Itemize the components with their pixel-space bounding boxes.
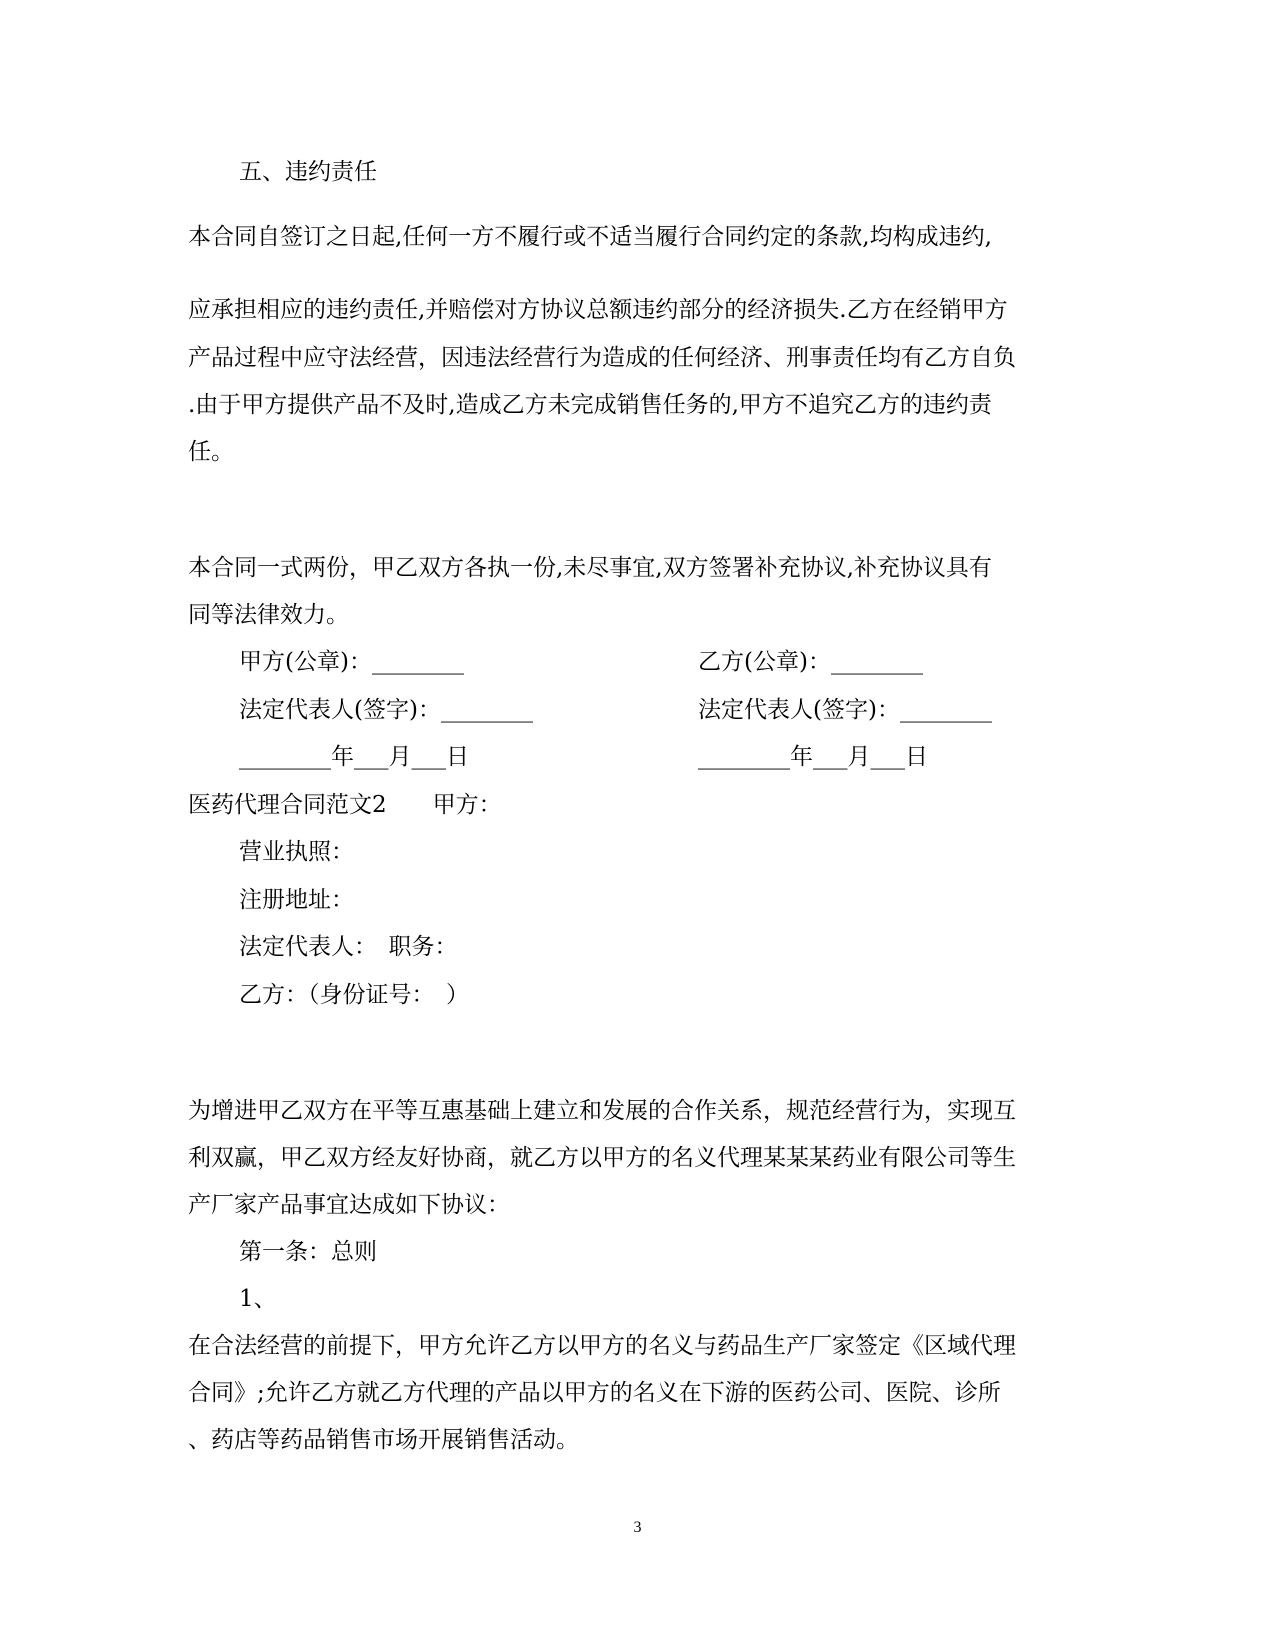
party-b-id: 乙方：（身份证号： ） xyxy=(239,982,469,1008)
paragraph-line: 利双赢，甲乙双方经友好协商，就乙方以甲方的名义代理某某某药业有限公司等生 xyxy=(188,1145,1016,1171)
party-b-legal-rep: 法定代表人(签字)：________ xyxy=(698,697,992,723)
paragraph-line: .由于甲方提供产品不及时,造成乙方未完成销售任务的,甲方不追究乙方的违约责 xyxy=(188,392,992,418)
paragraph-line: 产品过程中应守法经营，因违法经营行为造成的任何经济、刑事责任均有乙方自负 xyxy=(188,345,1016,371)
paragraph-line: 产厂家产品事宜达成如下协议： xyxy=(188,1192,510,1218)
business-license: 营业执照： xyxy=(239,839,354,865)
party-a-date: ________年___月___日 xyxy=(239,744,469,770)
paragraph-line: 任。 xyxy=(188,439,234,465)
paragraph-line: 同等法律效力。 xyxy=(188,602,349,628)
contract2-title: 医药代理合同范文2 甲方： xyxy=(188,792,502,818)
paragraph-line: 合同》;允许乙方就乙方代理的产品以甲方的名义在下游的医药公司、医院、诊所 xyxy=(188,1380,1001,1406)
paragraph-line: 应承担相应的违约责任,并赔偿对方协议总额违约部分的经济损失.乙方在经销甲方 xyxy=(188,297,1008,323)
paragraph-line: 在合法经营的前提下，甲方允许乙方以甲方的名义与药品生产厂家签定《区域代理 xyxy=(188,1333,1016,1359)
paragraph-line: 为增进甲乙双方在平等互惠基础上建立和发展的合作关系，规范经营行为，实现互 xyxy=(188,1098,1016,1124)
page-number: 3 xyxy=(633,1519,642,1536)
article-heading: 第一条：总则 xyxy=(239,1239,377,1265)
section-heading: 五、违约责任 xyxy=(239,159,377,185)
registered-address: 注册地址： xyxy=(239,887,354,913)
party-a-seal: 甲方(公章)：________ xyxy=(239,649,464,675)
party-a-legal-rep: 法定代表人(签字)：________ xyxy=(239,697,533,723)
party-b-seal: 乙方(公章)：________ xyxy=(698,649,923,675)
item-number: 1、 xyxy=(239,1286,277,1312)
paragraph-line: 本合同自签订之日起,任何一方不履行或不适当履行合同约定的条款,均构成违约, xyxy=(188,224,992,250)
paragraph-line: 、药店等药品销售市场开展销售活动。 xyxy=(188,1427,579,1453)
legal-representative: 法定代表人： 职务： xyxy=(239,934,458,960)
paragraph-line: 本合同一式两份，甲乙双方各执一份,未尽事宜,双方签署补充协议,补充协议具有 xyxy=(188,555,992,581)
party-b-date: ________年___月___日 xyxy=(698,744,928,770)
